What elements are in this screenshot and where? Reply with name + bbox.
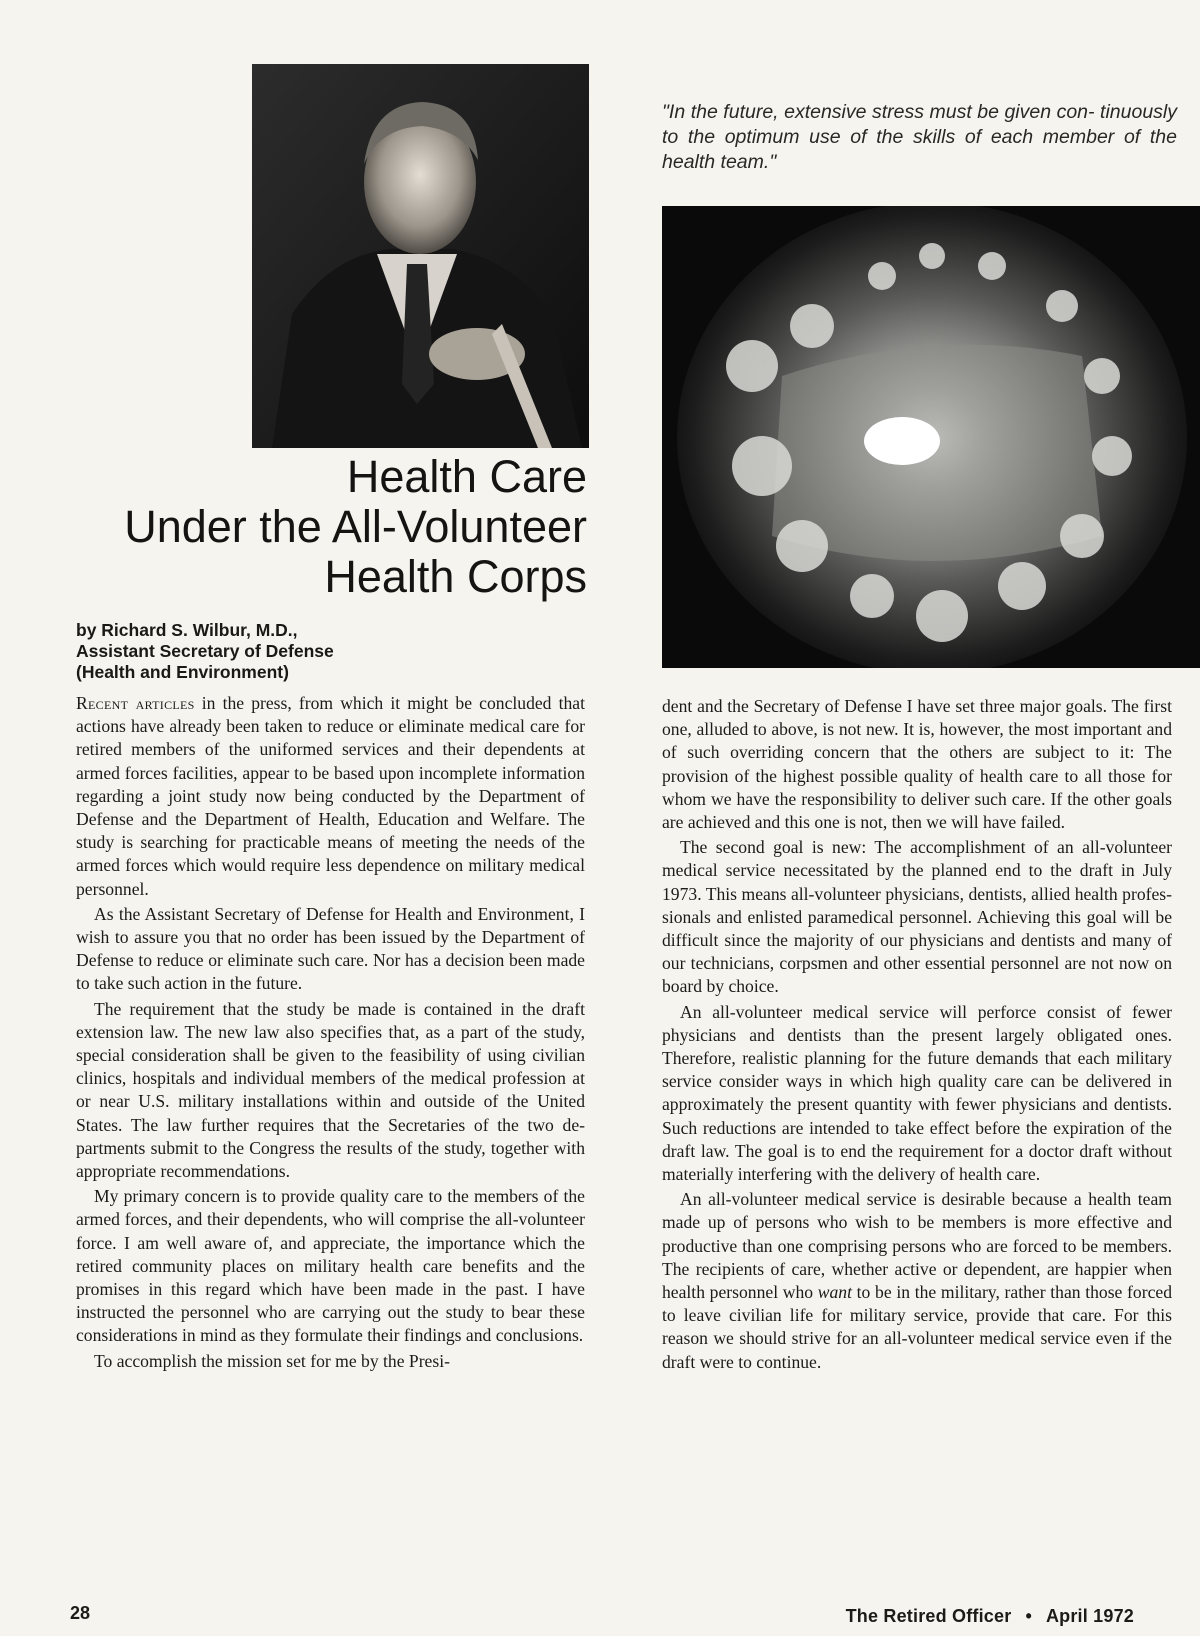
operating-room-photo bbox=[662, 206, 1200, 668]
publication-footer bbox=[846, 1606, 1134, 1627]
paragraph-8: An all-volunteer medical service will perforce consist of fewer physicians and dentists than the present largely obligated ones. Therefore, realistic planning for the future demands that each military service consider ways in which high quality care can be delivered in approximately the present quantity with fewer physicians and dentists. Such reductions are intended to take effect before the expiration of the draft law. The goal is to end the requirement for a doctor draft without materially interfering with the delivery of health care. bbox=[662, 1001, 1172, 1185]
page-number: 28 bbox=[70, 1603, 91, 1623]
lead-in: Recent articles bbox=[76, 693, 195, 713]
byline-role: Assistant Secretary of Defense bbox=[76, 641, 334, 661]
title-line-3: Health Corps bbox=[324, 551, 587, 602]
paragraph-5: To accomplish the mission set for me by the Presi- bbox=[94, 1350, 450, 1371]
publication-name: The Retired Officer bbox=[845, 1606, 1012, 1626]
issue-date: April 1972 bbox=[1045, 1606, 1134, 1626]
author-byline bbox=[76, 620, 586, 683]
article-title bbox=[60, 452, 587, 602]
paragraph-7: The second goal is new: The accomplishment of an all-volunteer medical service necessitated by the planned end to the draft in July 1973. This means all-volunteer physicians, dentists, allied health professionals and enlisted paramedical personnel. Achieving this goal will be difficult since the majority of our physicians and dentists and many of our technicians, corpsmen and other essential personnel are not now on board by choice. bbox=[662, 837, 1172, 997]
portrait-illustration bbox=[252, 64, 589, 448]
operating-room-illustration bbox=[662, 206, 1200, 668]
paragraph-2: As the Assistant Secretary of Defense for Health and Environment, I wish to assure you that no order has been issued by the Department of Defense to reduce or eliminate such care. Nor has a decision been made to take such action in the future. bbox=[76, 903, 585, 994]
author-portrait-photo bbox=[252, 64, 589, 448]
emphasis-want: want bbox=[817, 1282, 852, 1303]
byline-department: (Health and Environment) bbox=[76, 662, 289, 682]
article-column-left bbox=[76, 692, 585, 1375]
paragraph-1: Recent articles in the press, from which it might be concluded that actions have already been taken to reduce or eliminate medical care for retired members of the uniformed services and their dependents at armed forces facilities, appear to be based upon incomplete information regarding a joint study now being conducted by the Department of Defense and the Department of Health, Education and Welfare. The study is searching for practicable means of meeting the needs of the armed forces which would require less dependence on military medical personnel. bbox=[76, 693, 585, 899]
paragraph-4: My primary concern is to provide quality care to the members of the armed forces, and their dependents, who will comprise the all-volunteer force. I am well aware of, and appreciate, the importance which the retired community places on military health care benefits and the promises in this regard which have been made in the past. I have instructed the personnel who are carrying out the study to bear these considerations in mind as they formulate their findings and conclusions. bbox=[76, 1186, 585, 1346]
title-line-2: Under the All-Volunteer bbox=[124, 501, 587, 552]
paragraph-3: The requirement that the study be made is contained in the draft extension law. The new law also specifies that, as a part of the study, special consideration shall be given to the feasibility of using civilian clinics, hospitals and individual members of the medical profession at or near U.S. military installations within and outside of the United States. The law further requires that the Secretaries of the two departments submit to the Congress the results of the study, together with appropriate recommendations. bbox=[76, 998, 585, 1182]
title-line-1: Health Care bbox=[346, 451, 587, 502]
paragraph-9: An all-volunteer medical service is desirable because a health team made up of persons who wish to be members is more effective and productive than one comprising persons who are forced to be members. The recipients of care, whether active or dependent, are happier when health personnel who want to be in the military, rather than those forced to leave civilian life for military service, provide that care. For this reason we should strive for an all-volunteer medical service even if the draft were to continue. bbox=[662, 1189, 1172, 1372]
article-column-right bbox=[662, 695, 1172, 1376]
paragraph-6: dent and the Secretary of Defense I have set three major goals. The first one, alluded to above, is not new. It is, however, the most important and of such overriding concern that the others are subject to it: The provision of the highest possible quality of health care to all those for whom we have the responsibility to deliver such care. If the other goals are achieved and this one is not, then we will have failed. bbox=[662, 696, 1172, 833]
byline-author: by Richard S. Wilbur, M.D., bbox=[76, 620, 298, 640]
pull-quote: "In the future, extensive stress must be given con- tinuously to the optimum use of the skills of each member of the health team." bbox=[662, 101, 1177, 173]
footer-separator: • bbox=[1025, 1606, 1032, 1626]
